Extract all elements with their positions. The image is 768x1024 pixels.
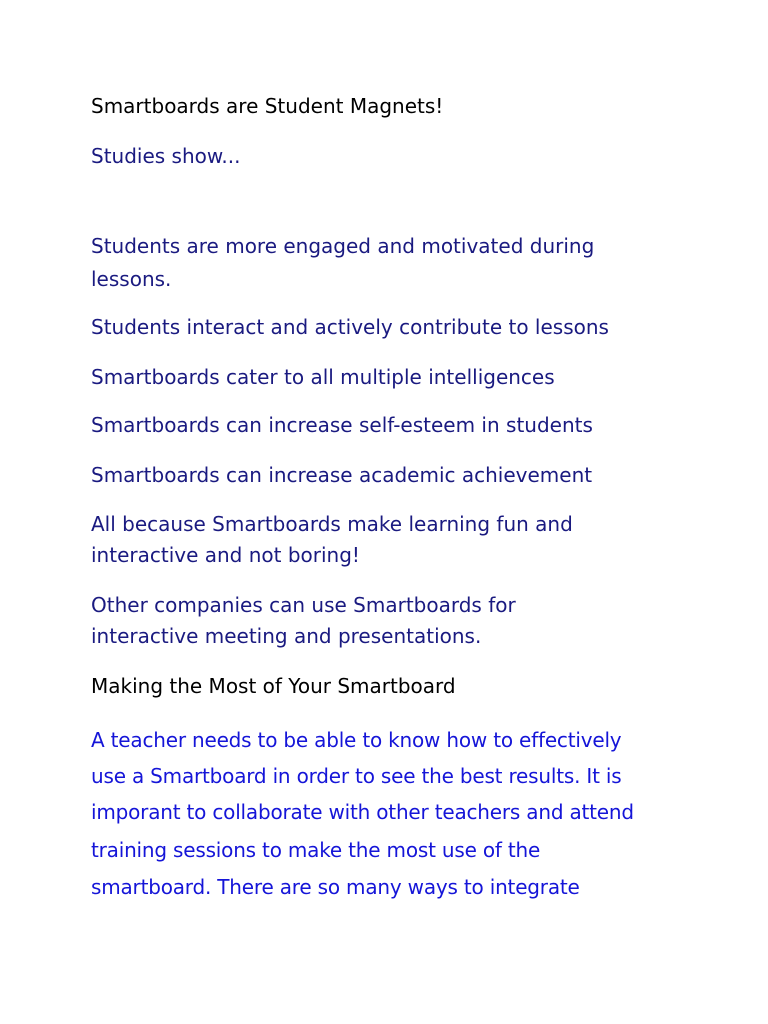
teacher-line-3: imporant to collaborate with other teachers and attend (91, 800, 634, 824)
teacher-line-4: training sessions to make the most use of the (91, 838, 541, 862)
companies-line-2: interactive meeting and presentations. (91, 624, 482, 648)
teacher-line-2: use a Smartboard in order to see the best results. It is (91, 764, 622, 788)
because-line-2: interactive and not boring! (91, 543, 360, 567)
title-heading: Smartboards are Student Magnets! (91, 94, 444, 118)
companies-line-1: Other companies can use Smartboards for (91, 593, 516, 617)
interact-line: Students interact and actively contribute to lessons (91, 315, 609, 339)
academic-line: Smartboards can increase academic achievement (91, 463, 593, 487)
studies-intro: Studies show... (91, 144, 241, 168)
teacher-line-5: smartboard. There are so many ways to integrate (91, 875, 580, 899)
because-line-1: All because Smartboards make learning fun and (91, 512, 573, 536)
esteem-line: Smartboards can increase self-esteem in students (91, 413, 593, 437)
section-heading: Making the Most of Your Smartboard (91, 674, 456, 698)
cater-line: Smartboards cater to all multiple intelligences (91, 365, 555, 389)
engaged-line-2: lessons. (91, 267, 172, 291)
teacher-line-1: A teacher needs to be able to know how to effectively (91, 728, 622, 752)
engaged-line-1: Students are more engaged and motivated during (91, 234, 595, 258)
